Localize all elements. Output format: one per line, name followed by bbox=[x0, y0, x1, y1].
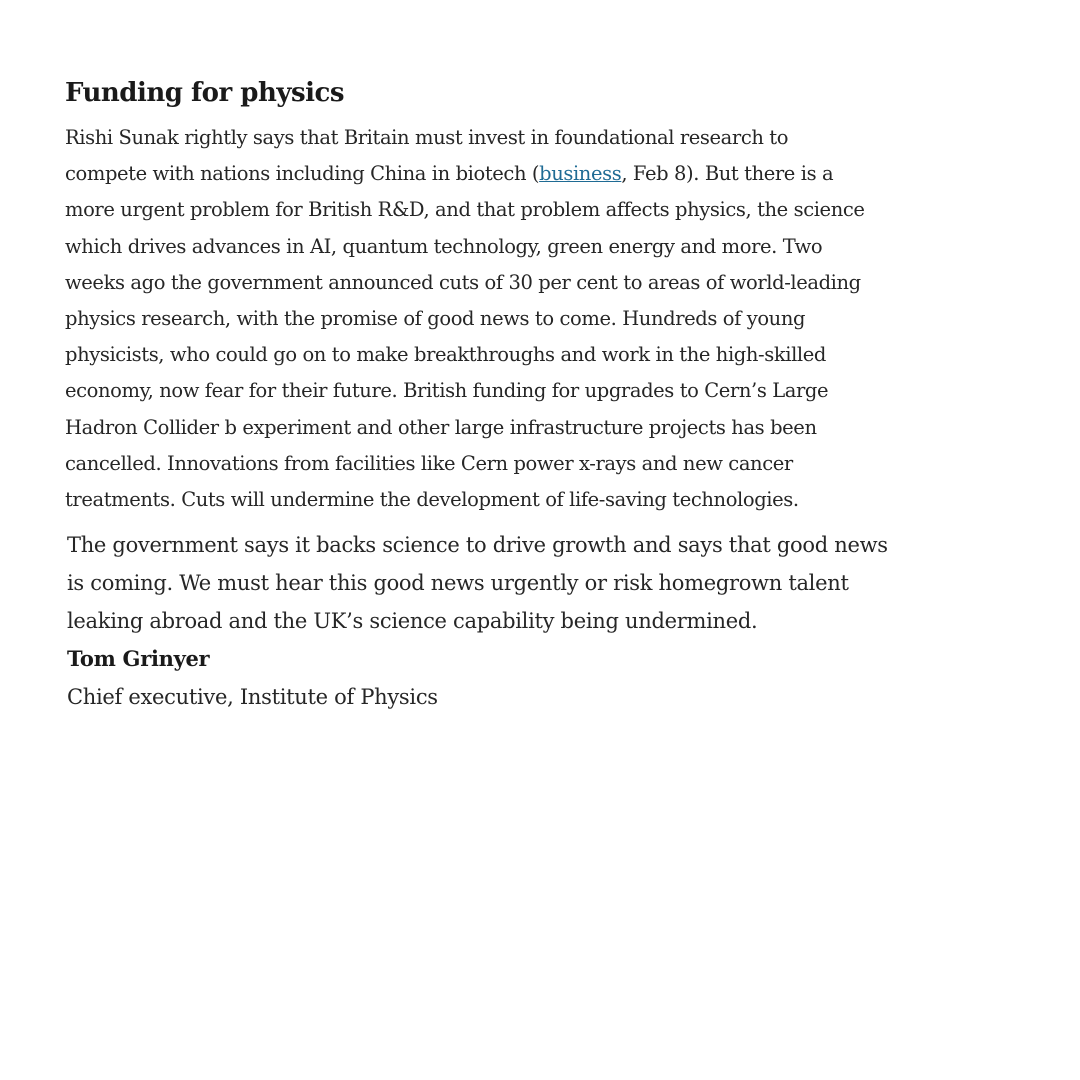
letter-article bbox=[65, 74, 895, 716]
article-headline: Funding for physics bbox=[65, 78, 344, 108]
paragraph-1-text-after-link: , Feb 8). But there is a more urgent problem for British R&D, and that problem affects physics, the science which drives advances in AI, quantum technology, green energy and more. Two weeks ago the government announced cuts of 30 per cent to areas of world-leading physics research, with the promise of good news to come. Hundreds of young physicists, who could go on to make breakthroughs and work in the high-skilled economy, now fear for their future. British funding for upgrades to Cern’s Large Hadron Collider b experiment and other large infrastructure projects has been cancelled. Innovations from facilities like Cern power x-rays and new cancer treatments. Cuts will undermine the development of life-saving technologies. bbox=[65, 162, 865, 512]
signature-name: Tom Grinyer bbox=[67, 646, 210, 672]
article-paragraph-1 bbox=[65, 120, 865, 518]
article-paragraph-2: The government says it backs science to drive growth and says that good news is coming. We must hear this good news urgently or risk homegrown talent leaking abroad and the UK’s science capability being undermined. bbox=[67, 533, 888, 634]
signature-title: Chief executive, Institute of Physics bbox=[67, 685, 438, 710]
paragraph-1-text-before-link: Rishi Sunak rightly says that Britain must invest in foundational research to compete with nations including China in biotech ( bbox=[65, 126, 789, 186]
business-section-link[interactable]: business bbox=[539, 162, 622, 186]
